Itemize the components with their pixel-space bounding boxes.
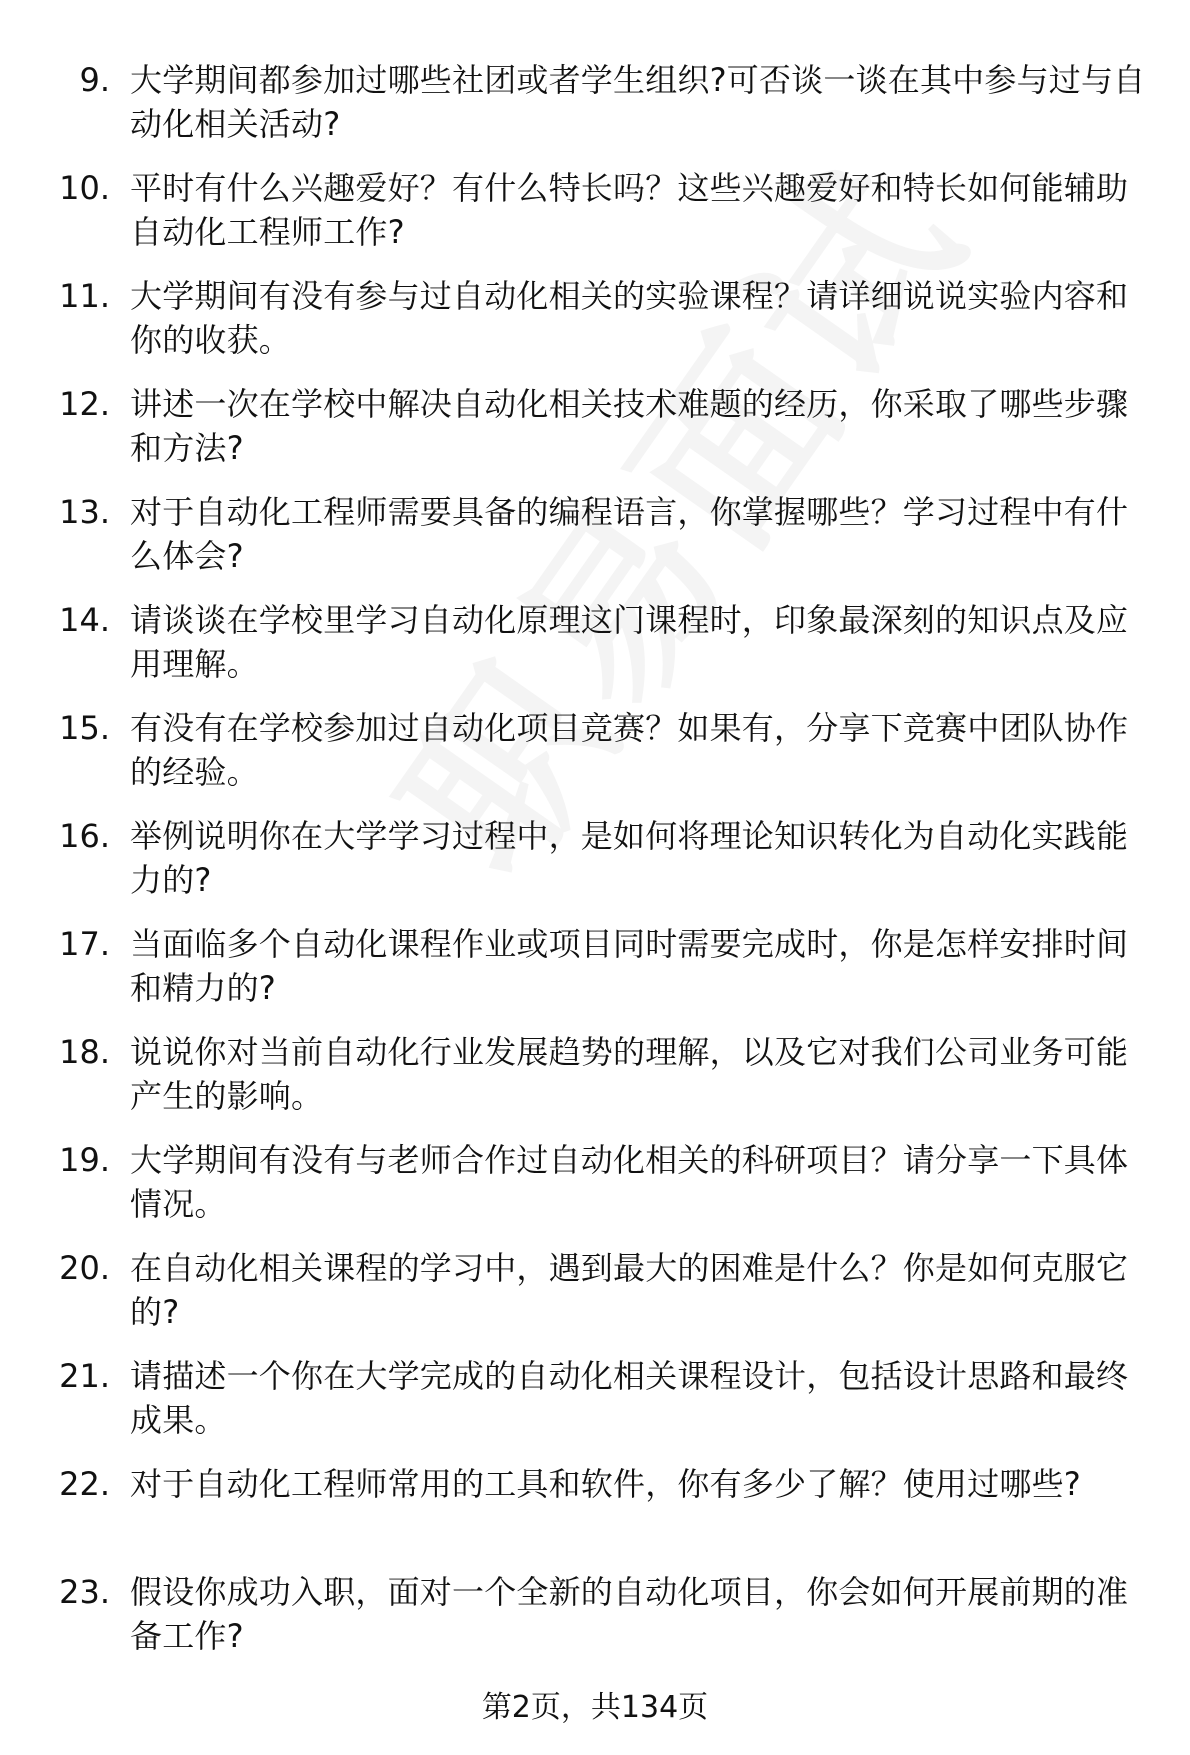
list-item [0,1456,1190,1564]
question-number: 12. [59,385,110,423]
question-text: 大学期间有没有与老师合作过自动化相关的科研项目？请分享一下具体情况。 [130,1141,1129,1223]
list-item [0,376,1190,484]
question-text: 举例说明你在大学学习过程中，是如何将理论知识转化为自动化实践能力的? [130,817,1129,899]
question-text: 请谈谈在学校里学习自动化原理这门课程时，印象最深刻的知识点及应用理解。 [130,601,1129,683]
question-number: 22. [59,1465,110,1503]
question-text: 在自动化相关课程的学习中，遇到最大的困难是什么？你是如何克服它的? [130,1249,1129,1331]
question-number: 18. [59,1033,110,1071]
question-number: 14. [59,601,110,639]
list-item [0,1024,1190,1132]
question-number: 13. [59,493,110,531]
list-item [0,160,1190,268]
list-item [0,916,1190,1024]
question-text: 讲述一次在学校中解决自动化相关技术难题的经历，你采取了哪些步骤和方法? [130,385,1129,467]
question-text: 大学期间有没有参与过自动化相关的实验课程？请详细说说实验内容和你的收获。 [130,277,1129,359]
question-number: 21. [59,1357,110,1395]
list-item [0,1240,1190,1348]
question-number: 15. [59,709,110,747]
question-text: 请描述一个你在大学完成的自动化相关课程设计，包括设计思路和最终成果。 [130,1357,1129,1439]
question-text: 对于自动化工程师常用的工具和软件，你有多少了解？使用过哪些? [130,1465,1081,1503]
list-item [0,808,1190,916]
page-footer: 第2页，共134页 [481,1690,709,1725]
list-item [0,592,1190,700]
question-text: 假设你成功入职，面对一个全新的自动化项目，你会如何开展前期的准备工作? [130,1573,1129,1655]
list-item [0,1132,1190,1240]
question-list [0,52,1190,1672]
question-number: 9. [79,61,110,99]
question-text: 对于自动化工程师需要具备的编程语言，你掌握哪些？学习过程中有什么体会? [130,493,1129,575]
list-item [0,1348,1190,1456]
list-item [0,700,1190,808]
question-number: 10. [59,169,110,207]
question-number: 19. [59,1141,110,1179]
question-number: 16. [59,817,110,855]
list-item [0,484,1190,592]
question-text: 有没有在学校参加过自动化项目竞赛？如果有，分享下竞赛中团队协作的经验。 [130,709,1129,791]
question-number: 23. [59,1573,110,1611]
question-text: 平时有什么兴趣爱好？有什么特长吗？这些兴趣爱好和特长如何能辅助自动化工程师工作? [130,169,1129,251]
question-text: 大学期间都参加过哪些社团或者学生组织?可否谈一谈在其中参与过与自动化相关活动? [130,61,1146,143]
list-item [0,268,1190,376]
question-text: 说说你对当前自动化行业发展趋势的理解，以及它对我们公司业务可能产生的影响。 [130,1033,1129,1115]
list-item [0,1564,1190,1672]
question-text: 当面临多个自动化课程作业或项目同时需要完成时，你是怎样安排时间和精力的? [130,925,1129,1007]
question-number: 11. [59,277,110,315]
list-item [0,52,1190,160]
question-number: 17. [59,925,110,963]
question-number: 20. [59,1249,110,1287]
